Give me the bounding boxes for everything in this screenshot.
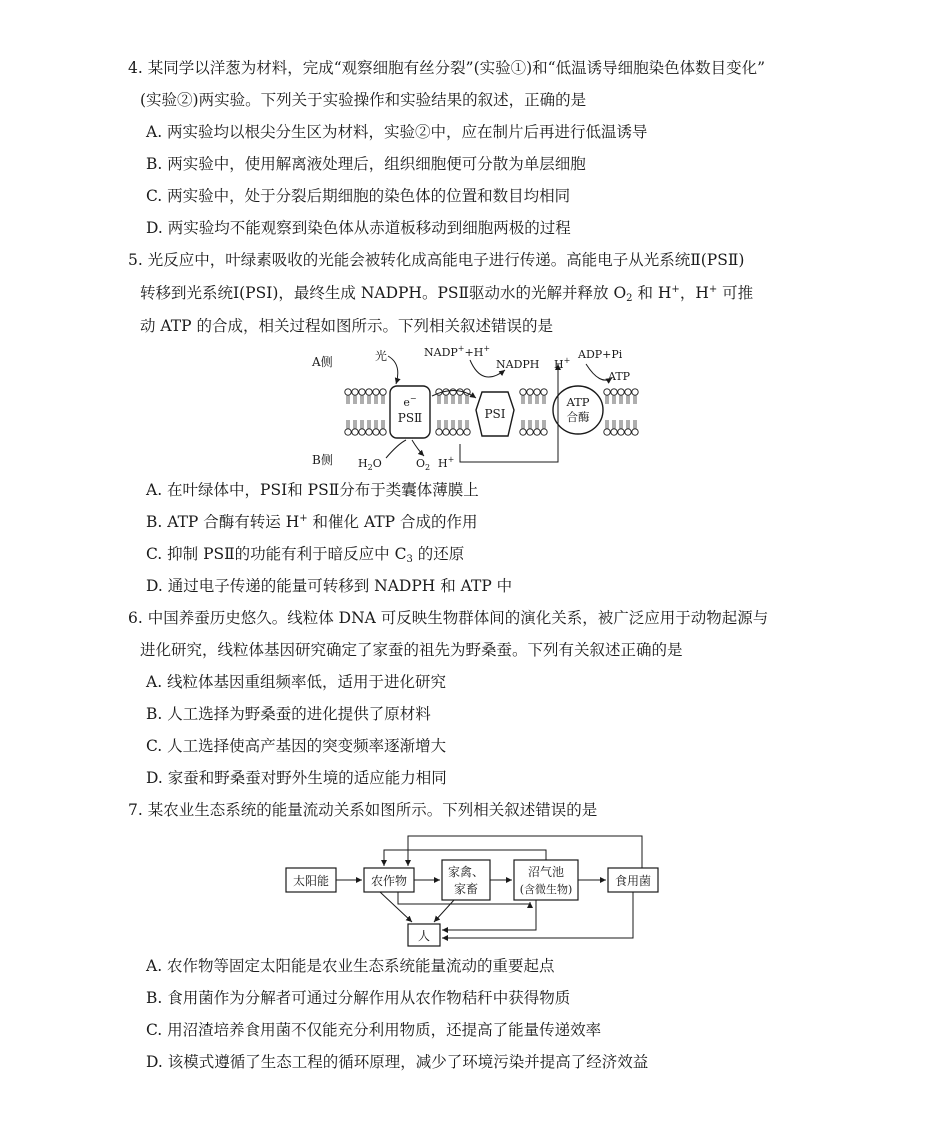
lipid-tail — [347, 420, 349, 429]
lipid-tail — [438, 420, 440, 429]
lipid-head — [352, 389, 358, 395]
ps1-label: PSⅠ — [484, 407, 506, 421]
lipid-tail — [382, 395, 384, 404]
h2o-label: $H_2O$ — [358, 457, 382, 472]
lipid-tail — [543, 420, 545, 429]
q5-option-a: A. 在叶绿体中，PSⅠ和 PSⅡ分布于类囊体薄膜上 — [146, 481, 479, 499]
lipid-tail — [361, 395, 363, 404]
lipid-head — [436, 429, 442, 435]
lipid-head — [534, 389, 540, 395]
lipid-tail — [634, 420, 636, 429]
lipid-tail — [368, 395, 370, 404]
q4-option-a: A. 两实验均以根尖分生区为材料，实验②中，应在制片后再进行低温诱导 — [146, 123, 648, 141]
lipid-head — [527, 429, 533, 435]
lipid-tail — [466, 420, 468, 429]
lipid-head — [541, 429, 547, 435]
o2-label: $O_2$ — [416, 457, 431, 472]
lipid-head — [611, 429, 617, 435]
lipid-tail — [459, 420, 461, 429]
lipid-head — [373, 389, 379, 395]
lipid-head — [450, 429, 456, 435]
side-a-label: A侧 — [312, 355, 333, 369]
lipid-head — [520, 429, 526, 435]
lipid-head — [618, 429, 624, 435]
q4-option-d: D. 两实验均不能观察到染色体从赤道板移动到细胞两极的过程 — [146, 219, 571, 237]
q4-stem-line2: (实验②)两实验。下列关于实验操作和实验结果的叙述，正确的是 — [140, 91, 587, 109]
lipid-head — [604, 429, 610, 435]
lipid-head — [359, 429, 365, 435]
lipid-head — [527, 389, 533, 395]
lipid-head — [604, 389, 610, 395]
h-bottom-label: H+ — [438, 455, 455, 470]
lipid-tail — [452, 395, 454, 404]
q4-option-c: C. 两实验中，处于分裂后期细胞的染色体的位置和数目均相同 — [146, 187, 571, 205]
lipid-tail — [627, 395, 629, 404]
lipid-tail — [529, 395, 531, 404]
q6-option-b: B. 人工选择为野桑蚕的进化提供了原材料 — [146, 705, 431, 723]
lipid-head — [520, 389, 526, 395]
q7-option-d: D. 该模式遵循了生态工程的循环原理，减少了环境污染并提高了经济效益 — [146, 1053, 649, 1071]
lipid-head — [443, 429, 449, 435]
lipid-head — [632, 429, 638, 435]
lipid-head — [534, 429, 540, 435]
lipid-tail — [445, 420, 447, 429]
lipid-head — [380, 389, 386, 395]
q6-option-a: A. 线粒体基因重组频率低，适用于进化研究 — [146, 673, 447, 691]
lipid-tail — [466, 395, 468, 404]
lipid-tail — [613, 395, 615, 404]
atp-label: ATP — [608, 370, 631, 383]
q7-option-a: A. 农作物等固定太阳能是农业生态系统能量流动的重要起点 — [146, 957, 555, 975]
lipid-tail — [452, 420, 454, 429]
q4-stem-line1: 4. 某同学以洋葱为材料，完成“观察细胞有丝分裂”(实验①)和“低温诱导细胞染色体数目变化” — [128, 59, 766, 77]
lipid-head — [359, 389, 365, 395]
lipid-tail — [522, 420, 524, 429]
arrow-crops-human — [380, 892, 412, 922]
q6-stem-line2: 进化研究，线粒体基因研究确定了家蚕的祖先为野桑蚕。下列有关叙述正确的是 — [140, 641, 683, 659]
ps2-label: PSⅡ — [397, 411, 423, 425]
lipid-tail — [354, 420, 356, 429]
human-label: 人 — [417, 929, 431, 943]
atp-synthase-label-1: ATP — [566, 395, 590, 409]
lipid-head — [373, 429, 379, 435]
q7-option-b: B. 食用菌作为分解者可通过分解作用从农作物秸秆中获得物质 — [146, 989, 571, 1007]
lipid-head — [345, 429, 351, 435]
lipid-head — [457, 429, 463, 435]
lipid-tail — [536, 420, 538, 429]
q7-option-c: C. 用沼渣培养食用菌不仅能充分利用物质，还提高了能量传递效率 — [146, 1021, 602, 1039]
q4-option-b: B. 两实验中，使用解离液处理后，组织细胞便可分散为单层细胞 — [146, 155, 586, 173]
q5-stem-line3: 动 ATP 的合成，相关过程如图所示。下列相关叙述错误的是 — [140, 317, 553, 335]
lipid-head — [352, 429, 358, 435]
lipid-head — [366, 389, 372, 395]
energy-flow-diagram — [280, 830, 670, 950]
photosynthesis-membrane-diagram — [300, 340, 660, 475]
h-top-label: H+ — [554, 356, 571, 371]
lipid-tail — [522, 395, 524, 404]
lipid-tail — [382, 420, 384, 429]
lipid-head — [366, 429, 372, 435]
biogas-label-1: 沼气池 — [527, 865, 565, 879]
lipid-head — [625, 429, 631, 435]
side-b-label: B侧 — [312, 453, 333, 467]
q5-stem-line1: 5. 光反应中，叶绿素吸收的光能会被转化成高能电子进行传递。高能电子从光系统Ⅱ(PSⅡ) — [128, 251, 745, 269]
lipid-tail — [459, 395, 461, 404]
q5-option-d: D. 通过电子传递的能量可转移到 NADPH 和 ATP 中 — [146, 577, 513, 595]
lipid-head — [450, 389, 456, 395]
q6-option-c: C. 人工选择使高产基因的突变频率逐渐增大 — [146, 737, 447, 755]
electron-label: e− — [403, 394, 417, 409]
lipid-tail — [606, 395, 608, 404]
oxygen-arrow — [412, 440, 424, 456]
light-label: 光 — [375, 349, 388, 363]
q5-option-c: C. 抑制 PSⅡ的功能有利于暗反应中 $C_3$ 的还原 — [146, 545, 465, 565]
lipid-tail — [354, 395, 356, 404]
lipid-head — [611, 389, 617, 395]
lipid-head — [632, 389, 638, 395]
lipid-tail — [445, 395, 447, 404]
lipid-head — [345, 389, 351, 395]
q6-option-d: D. 家蚕和野桑蚕对野外生境的适应能力相同 — [146, 769, 447, 787]
crops-label: 农作物 — [370, 874, 408, 888]
lipid-tail — [375, 395, 377, 404]
lipid-tail — [368, 420, 370, 429]
lipid-head — [625, 389, 631, 395]
arrow-livestock-human — [434, 900, 454, 922]
lipid-tail — [606, 420, 608, 429]
lipid-head — [541, 389, 547, 395]
lipid-tail — [634, 395, 636, 404]
light-arrow — [388, 356, 398, 384]
lipid-tail — [620, 395, 622, 404]
q5-option-b: B. ATP 合酶有转运 H+ 和催化 ATP 合成的作用 — [146, 513, 478, 531]
lipid-head — [464, 429, 470, 435]
lipid-head — [618, 389, 624, 395]
lipid-tail — [438, 395, 440, 404]
nadp-label: NADP++H+ — [424, 344, 491, 359]
water-line — [386, 440, 406, 458]
lipid-tail — [613, 420, 615, 429]
q6-stem-line1: 6. 中国养蚕历史悠久。线粒体 DNA 可反映生物群体间的演化关系，被广泛应用于动物起源与 — [128, 609, 769, 627]
lipid-head — [380, 429, 386, 435]
lipid-tail — [620, 420, 622, 429]
nadph-label: NADPH — [496, 358, 540, 371]
lipid-tail — [375, 420, 377, 429]
lipid-tail — [536, 395, 538, 404]
q5-stem-line2: 转移到光系统Ⅰ(PSⅠ)，最终生成 NADPH。PSⅡ驱动水的光解并释放 $O_2$ 和 H+，H+ 可推 — [140, 284, 754, 304]
sun-label: 太阳能 — [292, 874, 330, 888]
adp-label: ADP+Pi — [578, 348, 623, 361]
lipid-tail — [543, 395, 545, 404]
lipid-tail — [361, 420, 363, 429]
livestock-label-2: 家畜 — [453, 882, 479, 896]
lipid-tail — [347, 395, 349, 404]
atp-synthase-label-2: 合酶 — [566, 410, 590, 424]
fungi-label: 食用菌 — [614, 874, 652, 888]
q7-stem-line1: 7. 某农业生态系统的能量流动关系如图所示。下列相关叙述错误的是 — [128, 801, 598, 819]
biogas-label-2: (含微生物) — [519, 883, 573, 896]
livestock-label-1: 家禽、 — [447, 865, 485, 879]
lipid-tail — [529, 420, 531, 429]
lipid-tail — [627, 420, 629, 429]
